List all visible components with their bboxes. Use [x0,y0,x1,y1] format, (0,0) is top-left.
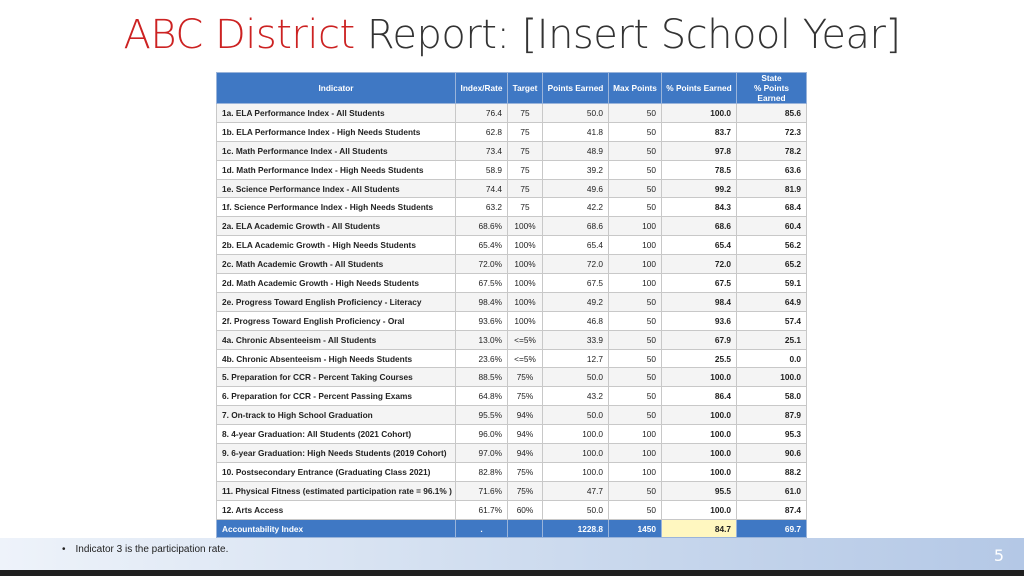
table-cell: 1e. Science Performance Index - All Students [217,179,456,198]
table-row [217,330,807,349]
accountability-table [216,72,807,538]
table-cell: 71.6% [456,481,508,500]
table-cell: 100.0 [543,462,609,481]
table-cell: 6. Preparation for CCR - Percent Passing Exams [217,387,456,406]
table-cell: 65.4 [543,236,609,255]
total-cell: 1450 [609,519,662,538]
table-cell: 12. Arts Access [217,500,456,519]
table-cell: 100.0 [543,425,609,444]
table-cell: 100.0 [543,444,609,463]
title-rest: Report: [Insert School Year] [354,12,901,58]
table-cell: 82.8% [456,462,508,481]
table-cell: 85.6 [737,104,807,123]
table-cell: 12.7 [543,349,609,368]
table-cell: 57.4 [737,311,807,330]
table-cell: 73.4 [456,141,508,160]
table-cell: 50.0 [543,406,609,425]
footnote [62,544,228,555]
table-cell: 7. On-track to High School Graduation [217,406,456,425]
table-cell: 67.5% [456,274,508,293]
table-cell: 63.6 [737,160,807,179]
table-cell: 95.3 [737,425,807,444]
table-cell: 50 [609,160,662,179]
table-cell: 1b. ELA Performance Index - High Needs Students [217,122,456,141]
table-cell: 4a. Chronic Absenteeism - All Students [217,330,456,349]
table-cell: 75 [508,198,543,217]
table-cell: 1a. ELA Performance Index - All Students [217,104,456,123]
table-cell: 100 [609,217,662,236]
table-cell: 67.5 [662,274,737,293]
table-cell: <=5% [508,330,543,349]
table-cell: 99.2 [662,179,737,198]
table-cell: 100.0 [662,500,737,519]
table-cell: 25.5 [662,349,737,368]
table-cell: 1f. Science Performance Index - High Needs Students [217,198,456,217]
table-cell: 72.0 [662,255,737,274]
table-cell: 49.6 [543,179,609,198]
table-cell: 42.2 [543,198,609,217]
table-cell: 48.9 [543,141,609,160]
header-cell: Indicator [217,73,456,104]
table-cell: 97.8 [662,141,737,160]
table-cell: 67.9 [662,330,737,349]
table-cell: 98.4 [662,292,737,311]
table-cell: 100 [609,274,662,293]
table-cell: 58.0 [737,387,807,406]
table-cell: 68.6 [543,217,609,236]
table-cell: 63.2 [456,198,508,217]
table-row [217,481,807,500]
total-cell: 69.7 [737,519,807,538]
table-row [217,387,807,406]
table-cell: 5. Preparation for CCR - Percent Taking Courses [217,368,456,387]
table-cell: 50 [609,179,662,198]
header-cell: Max Points [609,73,662,104]
table-cell: 2b. ELA Academic Growth - High Needs Students [217,236,456,255]
table-cell: 75% [508,387,543,406]
table-cell: 100% [508,255,543,274]
table-row [217,500,807,519]
table-row [217,425,807,444]
total-row [217,519,807,538]
table-cell: 0.0 [737,349,807,368]
table-cell: 75 [508,160,543,179]
table-cell: 94% [508,425,543,444]
table-row [217,274,807,293]
table-cell: 25.1 [737,330,807,349]
header-cell: State % Points Earned [737,73,807,104]
table-cell: 50 [609,349,662,368]
report-table-container [216,72,806,538]
table-cell: 50 [609,481,662,500]
table-row [217,444,807,463]
table-cell: 59.1 [737,274,807,293]
table-cell: 87.4 [737,500,807,519]
table-cell: 75 [508,141,543,160]
footnote-text: Indicator 3 is the participation rate. [75,544,229,555]
table-cell: 13.0% [456,330,508,349]
table-cell: 50 [609,406,662,425]
table-cell: 95.5% [456,406,508,425]
bottom-bar [0,570,1024,576]
table-cell: 86.4 [662,387,737,406]
table-cell: 65.2 [737,255,807,274]
table-cell: 78.5 [662,160,737,179]
table-row [217,311,807,330]
table-cell: 2d. Math Academic Growth - High Needs Students [217,274,456,293]
page-number: 5 [993,546,1004,565]
table-cell: 50 [609,368,662,387]
table-row [217,104,807,123]
table-cell: 8. 4-year Graduation: All Students (2021 Cohort) [217,425,456,444]
table-cell: 75 [508,122,543,141]
table-row [217,255,807,274]
total-cell: . [456,519,508,538]
table-cell: 9. 6-year Graduation: High Needs Students (2019 Cohort) [217,444,456,463]
table-cell: 50.0 [543,368,609,387]
table-cell: 64.9 [737,292,807,311]
table-cell: 67.5 [543,274,609,293]
table-cell: 50 [609,500,662,519]
table-row [217,122,807,141]
table-cell: 100.0 [662,368,737,387]
table-row [217,406,807,425]
table-cell: 100 [609,255,662,274]
table-header [217,73,807,104]
table-cell: 93.6% [456,311,508,330]
table-cell: 98.4% [456,292,508,311]
table-cell: 64.8% [456,387,508,406]
table-cell: 76.4 [456,104,508,123]
table-row [217,141,807,160]
total-cell: 84.7 [662,519,737,538]
table-cell: 100 [609,462,662,481]
table-cell: 88.5% [456,368,508,387]
table-cell: 97.0% [456,444,508,463]
table-row [217,217,807,236]
table-cell: 2e. Progress Toward English Proficiency - Literacy [217,292,456,311]
table-cell: 33.9 [543,330,609,349]
table-cell: 83.7 [662,122,737,141]
table-cell: 72.0 [543,255,609,274]
table-cell: 75 [508,104,543,123]
total-cell [508,519,543,538]
table-cell: 50.0 [543,500,609,519]
table-cell: 100.0 [662,406,737,425]
table-cell: 100% [508,292,543,311]
table-cell: 87.9 [737,406,807,425]
table-cell: 43.2 [543,387,609,406]
table-cell: 68.6% [456,217,508,236]
header-cell: Target [508,73,543,104]
table-cell: 10. Postsecondary Entrance (Graduating Class 2021) [217,462,456,481]
table-cell: 96.0% [456,425,508,444]
table-cell: 4b. Chronic Absenteeism - High Needs Students [217,349,456,368]
total-cell: Accountability Index [217,519,456,538]
table-cell: 60% [508,500,543,519]
table-cell: 100% [508,236,543,255]
header-cell: Points Earned [543,73,609,104]
table-row [217,198,807,217]
table-cell: 74.4 [456,179,508,198]
table-cell: 50 [609,292,662,311]
table-cell: 94% [508,444,543,463]
table-cell: 1d. Math Performance Index - High Needs Students [217,160,456,179]
table-cell: 75% [508,462,543,481]
table-cell: 93.6 [662,311,737,330]
header-cell: Index/Rate [456,73,508,104]
slide-title [0,12,1024,58]
table-cell: 100.0 [662,444,737,463]
table-cell: 95.5 [662,481,737,500]
table-cell: 50 [609,141,662,160]
total-cell: 1228.8 [543,519,609,538]
table-cell: 90.6 [737,444,807,463]
table-cell: 46.8 [543,311,609,330]
table-cell: 39.2 [543,160,609,179]
table-cell: 100.0 [737,368,807,387]
table-cell: 100 [609,425,662,444]
table-cell: 50 [609,311,662,330]
table-cell: 41.8 [543,122,609,141]
table-cell: 100 [609,236,662,255]
table-cell: 2a. ELA Academic Growth - All Students [217,217,456,236]
table-cell: 2c. Math Academic Growth - All Students [217,255,456,274]
table-cell: 50.0 [543,104,609,123]
table-cell: 58.9 [456,160,508,179]
table-cell: 50 [609,330,662,349]
table-cell: 72.3 [737,122,807,141]
table-row [217,292,807,311]
table-cell: 100.0 [662,104,737,123]
table-cell: 60.4 [737,217,807,236]
table-row [217,179,807,198]
table-cell: 11. Physical Fitness (estimated participation rate = 96.1% ) [217,481,456,500]
table-cell: 100% [508,274,543,293]
table-cell: 100% [508,217,543,236]
table-cell: <=5% [508,349,543,368]
table-cell: 81.9 [737,179,807,198]
table-cell: 49.2 [543,292,609,311]
table-cell: 65.4 [662,236,737,255]
table-cell: 75 [508,179,543,198]
title-accent: ABC District [123,12,355,58]
table-cell: 61.7% [456,500,508,519]
table-cell: 62.8 [456,122,508,141]
table-cell: 50 [609,198,662,217]
table-row [217,368,807,387]
table-cell: 1c. Math Performance Index - All Students [217,141,456,160]
table-cell: 68.6 [662,217,737,236]
table-body [217,104,807,538]
table-cell: 68.4 [737,198,807,217]
table-cell: 75% [508,481,543,500]
table-row [217,349,807,368]
table-cell: 100.0 [662,462,737,481]
table-cell: 84.3 [662,198,737,217]
table-cell: 23.6% [456,349,508,368]
table-cell: 2f. Progress Toward English Proficiency - Oral [217,311,456,330]
table-cell: 65.4% [456,236,508,255]
header-cell: % Points Earned [662,73,737,104]
table-cell: 61.0 [737,481,807,500]
table-cell: 88.2 [737,462,807,481]
table-cell: 78.2 [737,141,807,160]
table-cell: 94% [508,406,543,425]
table-row [217,160,807,179]
table-cell: 56.2 [737,236,807,255]
table-row [217,462,807,481]
table-cell: 100.0 [662,425,737,444]
table-cell: 50 [609,104,662,123]
table-row [217,236,807,255]
table-cell: 47.7 [543,481,609,500]
table-cell: 100% [508,311,543,330]
table-cell: 50 [609,387,662,406]
table-cell: 50 [609,122,662,141]
bullet-glyph: • [62,544,66,555]
table-cell: 75% [508,368,543,387]
table-cell: 72.0% [456,255,508,274]
table-cell: 100 [609,444,662,463]
